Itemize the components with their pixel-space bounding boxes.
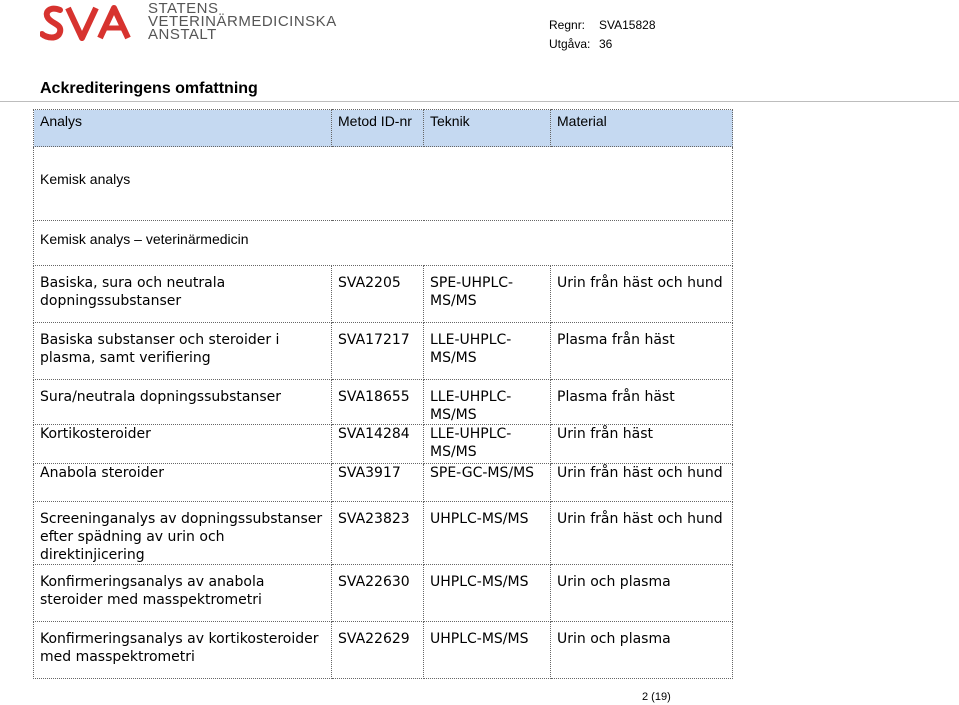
section-row	[34, 147, 733, 221]
col-header-teknik: Teknik	[424, 110, 551, 147]
cell-teknik: SPE-UHPLC-MS/MS	[424, 266, 551, 323]
accreditation-table	[33, 109, 733, 679]
regnr-value: SVA15828	[599, 18, 656, 32]
col-header-metod: Metod ID-nr	[332, 110, 424, 147]
sva-logo	[40, 0, 337, 43]
table-header-row	[34, 110, 733, 147]
table-row	[34, 502, 733, 565]
cell-teknik: UHPLC-MS/MS	[424, 622, 551, 679]
cell-material: Urin från häst och hund	[551, 266, 733, 323]
cell-analys: Basiska substanser och steroider i plasma, samt verifiering	[34, 323, 332, 380]
table-row	[34, 622, 733, 679]
cell-teknik: SPE-GC-MS/MS	[424, 464, 551, 502]
cell-material: Urin och plasma	[551, 622, 733, 679]
cell-teknik: UHPLC-MS/MS	[424, 502, 551, 565]
cell-metod: SVA3917	[332, 464, 424, 502]
logo-line: VETERINÄRMEDICINSKA	[148, 13, 337, 30]
cell-analys: Anabola steroider	[34, 464, 332, 502]
cell-metod: SVA17217	[332, 323, 424, 380]
table-row	[34, 464, 733, 502]
section-title: Kemisk analys	[34, 147, 733, 221]
cell-analys: Sura/neutrala dopningssubstanser	[34, 380, 332, 425]
document-meta	[549, 16, 656, 54]
col-header-material: Material	[551, 110, 733, 147]
cell-analys: Konfirmeringsanalys av anabola steroider med masspektrometri	[34, 565, 332, 622]
sva-logo-mark	[40, 2, 140, 42]
regnr-label: Regnr:	[549, 18, 586, 32]
logo-text	[148, 2, 337, 41]
table-row	[34, 565, 733, 622]
cell-material: Plasma från häst	[551, 323, 733, 380]
page-number: 2 (19)	[642, 691, 671, 703]
cell-metod: SVA2205	[332, 266, 424, 323]
subsection-title: Kemisk analys – veterinärmedicin	[34, 221, 733, 266]
logo-line: STATENS	[148, 0, 219, 17]
cell-metod: SVA22629	[332, 622, 424, 679]
cell-metod: SVA22630	[332, 565, 424, 622]
cell-analys: Kortikosteroider	[34, 425, 332, 464]
cell-material: Urin från häst och hund	[551, 502, 733, 565]
cell-metod: SVA23823	[332, 502, 424, 565]
table-row	[34, 266, 733, 323]
cell-teknik: LLE-UHPLC-MS/MS	[424, 425, 551, 464]
cell-analys: Konfirmeringsanalys av kortikosteroider med masspektrometri	[34, 622, 332, 679]
utgava-value: 36	[599, 37, 613, 51]
cell-metod: SVA14284	[332, 425, 424, 464]
cell-teknik: UHPLC-MS/MS	[424, 565, 551, 622]
logo-line: ANSTALT	[148, 26, 217, 43]
utgava-label: Utgåva:	[549, 37, 591, 51]
page-title: Ackrediteringens omfattning	[40, 80, 258, 97]
cell-analys: Screeninganalys av dopningssubstanser efter spädning av urin och direktinjicering	[34, 502, 332, 565]
cell-material: Urin från häst och hund	[551, 464, 733, 502]
table-row	[34, 425, 733, 464]
cell-teknik: LLE-UHPLC-MS/MS	[424, 323, 551, 380]
col-header-analys: Analys	[34, 110, 332, 147]
table-row	[34, 380, 733, 425]
subsection-row	[34, 221, 733, 266]
cell-material: Urin från häst	[551, 425, 733, 464]
cell-material: Urin och plasma	[551, 565, 733, 622]
cell-material: Plasma från häst	[551, 380, 733, 425]
table-row	[34, 323, 733, 380]
cell-analys: Basiska, sura och neutrala dopningssubstanser	[34, 266, 332, 323]
cell-teknik: LLE-UHPLC-MS/MS	[424, 380, 551, 425]
cell-metod: SVA18655	[332, 380, 424, 425]
